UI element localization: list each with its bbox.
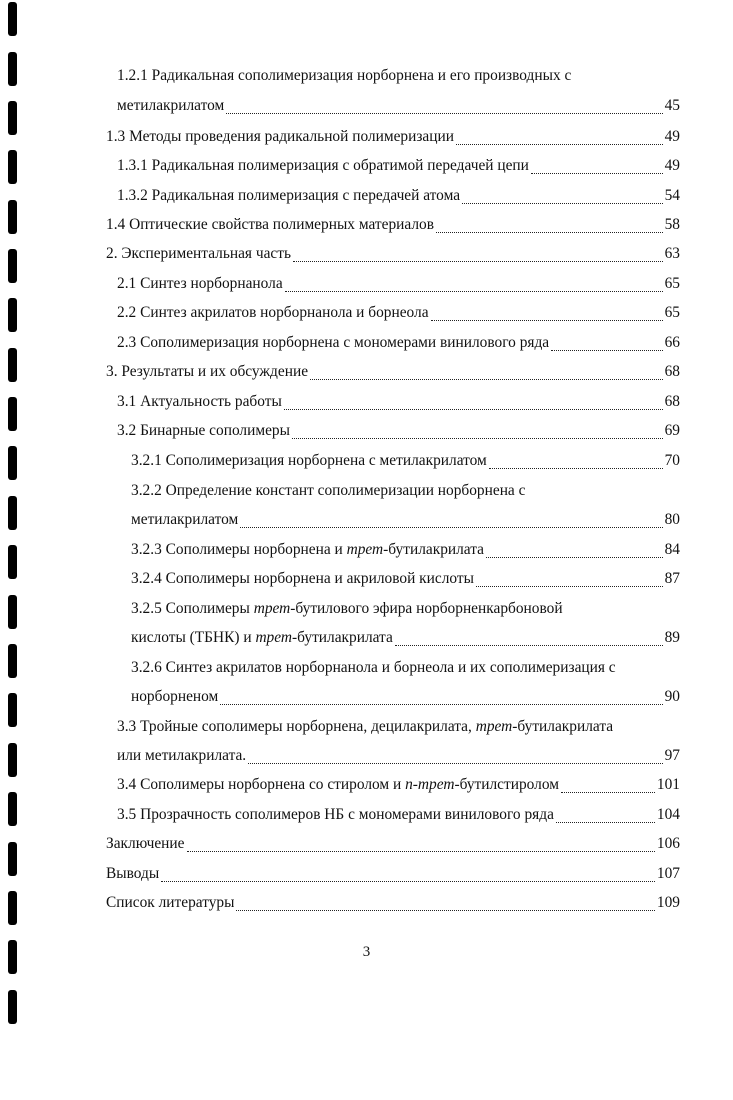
toc-entry-page: 68	[664, 363, 680, 380]
toc-entry[interactable]	[117, 744, 680, 768]
toc-entry-title: или метилакрилата.	[117, 747, 247, 764]
toc-entry[interactable]	[106, 242, 680, 266]
toc-entry[interactable]	[106, 125, 680, 149]
toc-entry-title: метилакрилатом	[117, 97, 225, 114]
toc-entry[interactable]	[117, 184, 680, 208]
leader-dots	[284, 409, 663, 410]
toc-entry[interactable]	[131, 685, 680, 709]
toc-entry-title: 3.4 Сополимеры норборнена со стиролом и n-трет-бутилстиролом	[117, 776, 559, 793]
toc-entry[interactable]	[117, 272, 680, 296]
toc-entry-page: 90	[664, 688, 680, 705]
toc-entry[interactable]	[117, 390, 680, 414]
leader-dots	[556, 822, 655, 823]
toc-entry-page: 54	[664, 187, 680, 204]
leader-dots	[531, 173, 663, 174]
toc-entry-page: 106	[656, 835, 680, 852]
toc-entry-title: 2.2 Синтез акрилатов норборнанола и борнеола	[117, 304, 429, 321]
toc-entry-title: Заключение	[106, 835, 185, 852]
leader-dots	[187, 851, 655, 852]
italic-term: трет	[346, 541, 384, 558]
toc-entry-page: 58	[664, 216, 680, 233]
italic-term: трет	[253, 600, 291, 617]
toc-entry[interactable]	[117, 154, 680, 178]
toc-entry-title: 2. Экспериментальная часть	[106, 245, 292, 262]
toc-entry[interactable]	[117, 94, 680, 118]
toc-entry[interactable]	[106, 832, 680, 856]
toc-entry-page: 109	[656, 894, 680, 911]
toc-entry-title: 3.2.3 Сополимеры норборнена и трет-бутилакрилата	[131, 541, 484, 558]
italic-term: трет	[255, 629, 292, 646]
toc-entry-title: 1.4 Оптические свойства полимерных материалов	[106, 216, 434, 233]
leader-dots	[293, 261, 663, 262]
toc-entry-title: 3.5 Прозрачность сополимеров НБ с мономерами винилового ряда	[117, 806, 554, 823]
leader-dots	[310, 379, 663, 380]
toc-entry[interactable]	[131, 508, 680, 532]
toc-entry[interactable]	[117, 773, 680, 797]
toc-entry-title: 3.2.4 Сополимеры норборнена и акриловой кислоты	[131, 570, 474, 587]
toc-entry-page: 63	[664, 245, 680, 262]
toc-entry-title: 2.1 Синтез норборнанола	[117, 275, 283, 292]
toc-entry-page: 89	[664, 629, 680, 646]
toc-entry[interactable]	[131, 449, 680, 473]
toc-entry-page: 107	[656, 865, 680, 882]
toc-entry-line1: 1.2.1 Радикальная сополимеризация норборнена и его производных с	[117, 67, 572, 84]
leader-dots	[248, 763, 662, 764]
toc-entry[interactable]	[117, 419, 680, 443]
toc-entry-title: 2.3 Сополимеризация норборнена с мономерами винилового ряда	[117, 334, 550, 351]
toc-entry-page: 68	[664, 393, 680, 410]
toc-entry-title: метилакрилатом	[131, 511, 239, 528]
toc-entry-page: 49	[664, 157, 680, 174]
toc-entry-title: 3.2 Бинарные сополимеры	[117, 422, 290, 439]
toc-entry[interactable]	[106, 891, 680, 915]
leader-dots	[462, 203, 663, 204]
leader-dots	[161, 881, 655, 882]
leader-dots	[436, 232, 663, 233]
toc-entry-page: 87	[664, 570, 680, 587]
leader-dots	[285, 291, 663, 292]
toc-entry-page: 70	[664, 452, 680, 469]
toc-entry-page: 45	[664, 97, 680, 114]
toc-entry-title: Список литературы	[106, 894, 235, 911]
toc-entry-title: кислоты (ТБНК) и трет-бутилакрилата	[131, 629, 393, 646]
toc-entry[interactable]	[131, 538, 680, 562]
toc-entry[interactable]	[117, 331, 680, 355]
leader-dots	[486, 557, 663, 558]
leader-dots	[240, 527, 662, 528]
italic-term: трет	[475, 718, 513, 735]
toc-entry-page: 66	[664, 334, 680, 351]
italic-term: n-трет	[405, 776, 455, 793]
leader-dots	[236, 910, 654, 911]
leader-dots	[551, 350, 662, 351]
leader-dots	[456, 144, 663, 145]
toc-entry-page: 104	[656, 806, 680, 823]
leader-dots	[489, 468, 663, 469]
leader-dots	[395, 645, 663, 646]
toc-entry[interactable]	[106, 213, 680, 237]
toc-entry-page: 65	[664, 275, 680, 292]
leader-dots	[292, 438, 663, 439]
toc-entry-line1: 3.3 Тройные сополимеры норборнена, децилакрилата, трет-бутилакрилата	[117, 718, 614, 735]
page-number: 3	[362, 944, 371, 960]
toc-entry[interactable]	[106, 360, 680, 384]
toc-entry-page: 80	[664, 511, 680, 528]
toc-entry[interactable]	[117, 803, 680, 827]
toc-entry-title: 3. Результаты и их обсуждение	[106, 363, 309, 380]
toc-entry-title: Выводы	[106, 865, 160, 882]
toc-entry-title: 1.3 Методы проведения радикальной полимеризации	[106, 128, 454, 145]
toc-entry-title: 3.2.1 Сополимеризация норборнена с метилакрилатом	[131, 452, 487, 469]
toc-entry-page: 69	[664, 422, 680, 439]
toc-entry-page: 97	[664, 747, 680, 764]
toc-entry-line1: 3.2.6 Синтез акрилатов норборнанола и борнеола и их сополимеризация с	[131, 659, 616, 676]
toc-entry-page: 49	[664, 128, 680, 145]
toc-entry-page: 101	[656, 776, 680, 793]
leader-dots	[561, 792, 655, 793]
toc-entry[interactable]	[117, 301, 680, 325]
leader-dots	[431, 320, 663, 321]
toc-entry-title: норборненом	[131, 688, 219, 705]
toc-entry[interactable]	[131, 567, 680, 591]
leader-dots	[226, 113, 662, 114]
toc-entry-line1: 3.2.2 Определение констант сополимеризации норборнена с	[131, 482, 526, 499]
leader-dots	[476, 586, 663, 587]
toc-entry-title: 3.1 Актуальность работы	[117, 393, 282, 410]
toc-entry[interactable]	[131, 626, 680, 650]
toc-entry-page: 65	[664, 304, 680, 321]
leader-dots	[220, 704, 662, 705]
toc-entry-page: 84	[664, 541, 680, 558]
toc-entry-line1: 3.2.5 Сополимеры трет-бутилового эфира норборненкарбоновой	[131, 600, 563, 617]
toc-entry[interactable]	[106, 862, 680, 886]
toc-entry-title: 1.3.2 Радикальная полимеризация с передачей атома	[117, 187, 461, 204]
toc-entry-title: 1.3.1 Радикальная полимеризация с обратимой передачей цепи	[117, 157, 529, 174]
